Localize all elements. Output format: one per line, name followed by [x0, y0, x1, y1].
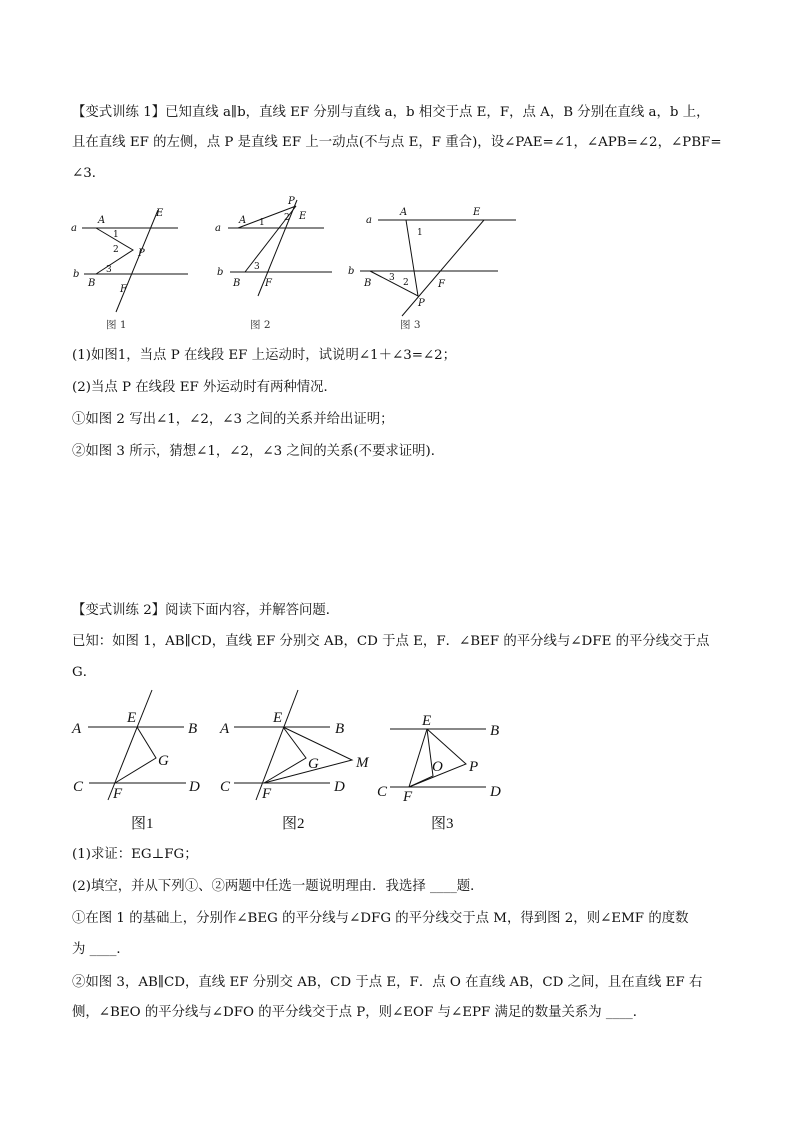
- p2fig1-label-A: A: [72, 721, 82, 737]
- fig2-label-E: E: [299, 211, 307, 222]
- problem2-question2b-line2: 侧，∠BEO 的平分线与∠DFO 的平分线交于点 P，则∠EOF 与∠EPF 满足的数量关系为 ____．: [72, 1005, 647, 1020]
- fig1-caption: 图 1: [106, 319, 127, 331]
- p2fig2-label-F: F: [262, 786, 272, 802]
- fig2-angle3: 3: [254, 262, 260, 272]
- problem2-figure2: [214, 686, 384, 836]
- problem2-question2a-line2: 为 ____．: [72, 942, 130, 957]
- p2fig1-label-E: E: [127, 710, 137, 726]
- problem2-line2: 已知：如图 1，AB∥CD，直线 EF 分别交 AB，CD 于点 E，F．∠BEF 的平分线与∠DFE 的平分线交于点: [72, 634, 710, 649]
- fig3-caption: 图 3: [400, 319, 421, 331]
- fig1-label-E: E: [156, 208, 164, 219]
- fig2-label-A: A: [239, 215, 247, 226]
- p2fig3-label-B: B: [490, 723, 500, 739]
- fig3-label-a: a: [366, 215, 372, 226]
- p2fig2-label-G: G: [308, 756, 319, 772]
- fig3-label-B: B: [364, 278, 372, 289]
- p2fig3-label-E: E: [422, 713, 432, 729]
- fig3-angle1: 1: [417, 228, 423, 238]
- fig1-label-A: A: [98, 215, 106, 226]
- p2fig2-label-A: A: [220, 721, 230, 737]
- fig2-angle1: 1: [259, 218, 265, 228]
- p2fig1-caption: 图1: [131, 816, 154, 832]
- fig2-label-b: b: [217, 267, 224, 278]
- problem2-question2b-line1: ②如图 3，AB∥CD，直线 EF 分别交 AB，CD 于点 E，F．点 O 在直线 AB，CD 之间，且在直线 EF 右: [72, 975, 703, 990]
- fig3-angle3: 3: [389, 273, 395, 283]
- p2fig3-label-F: F: [403, 789, 413, 805]
- fig1-angle3: 3: [106, 265, 112, 275]
- fig2-angle2: 2: [284, 213, 290, 223]
- problem2-question2a-line1: ①在图 1 的基础上，分别作∠BEG 的平分线与∠DFG 的平分线交于点 M，得到图 2，则∠EMF 的度数: [72, 911, 689, 926]
- p2fig2-label-C: C: [220, 779, 231, 795]
- fig3-label-F: F: [438, 279, 445, 290]
- fig3-label-E: E: [473, 207, 481, 218]
- problem2-figure3: [372, 708, 512, 836]
- p2fig3-label-C: C: [377, 784, 388, 800]
- p2fig2-label-E: E: [273, 710, 283, 726]
- problem2-figure1: [66, 686, 216, 836]
- problem1-figure2: [212, 194, 342, 338]
- p2fig2-label-M: M: [356, 755, 369, 771]
- p2fig1-label-G: G: [158, 753, 169, 769]
- problem1-question2: (2)当点 P 在线段 EF 外运动时有两种情况．: [72, 380, 337, 395]
- fig1-label-B: B: [88, 278, 96, 289]
- p2fig2-label-D: D: [334, 779, 345, 795]
- problem1-line3: ∠3．: [72, 166, 106, 181]
- p2fig3-label-P: P: [469, 759, 479, 775]
- p2fig2-caption: 图2: [282, 816, 305, 832]
- p2fig1-label-C: C: [73, 779, 84, 795]
- p2fig1-label-D: D: [189, 779, 200, 795]
- fig1-label-b: b: [73, 269, 80, 280]
- problem2-question1: (1)求证：EG⊥FG；: [72, 847, 198, 862]
- fig3-label-P: P: [418, 298, 425, 309]
- fig1-label-P: P: [138, 248, 145, 259]
- problem2-line3: G．: [72, 665, 97, 680]
- fig2-label-B: B: [233, 278, 241, 289]
- problem1-line2: 且在直线 EF 的左侧，点 P 是直线 EF 上一动点(不与点 E，F 重合)，设∠PAE=∠1，∠APB=∠2，∠PBF=: [72, 135, 722, 150]
- problem2-question2: (2)填空，并从下列①、②两题中任选一题说明理由．我选择 ____题．: [72, 879, 484, 894]
- problem2-line1: 【变式训练 2】阅读下面内容，并解答问题．: [72, 603, 340, 618]
- p2fig3-label-D: D: [490, 784, 501, 800]
- fig2-label-F: F: [265, 278, 272, 289]
- fig2-label-a: a: [215, 223, 221, 234]
- fig3-angle2: 2: [403, 278, 409, 288]
- p2fig3-label-O: O: [432, 759, 443, 775]
- problem1-question1: (1)如图1，当点 P 在线段 EF 上运动时，试说明∠1＋∠3=∠2；: [72, 348, 457, 363]
- fig2-label-P: P: [288, 196, 295, 207]
- problem1-line1: 【变式训练 1】已知直线 a∥b，直线 EF 分别与直线 a，b 相交于点 E，F，点 A，B 分别在直线 a，b 上，: [72, 105, 710, 120]
- fig3-label-A: A: [400, 207, 408, 218]
- problem1-figure3: [344, 202, 524, 338]
- fig1-label-F: F: [120, 284, 127, 295]
- p2fig1-label-F: F: [113, 786, 123, 802]
- problem1-question2a: ①如图 2 写出∠1，∠2，∠3 之间的关系并给出证明；: [72, 412, 394, 427]
- fig2-caption: 图 2: [250, 319, 271, 331]
- fig1-label-a: a: [71, 223, 77, 234]
- fig3-label-b: b: [348, 266, 355, 277]
- problem1-question2b: ②如图 3 所示，猜想∠1，∠2，∠3 之间的关系(不要求证明)．: [72, 444, 445, 459]
- p2fig2-label-B: B: [335, 721, 345, 737]
- p2fig1-label-B: B: [188, 721, 198, 737]
- fig1-angle1: 1: [113, 230, 119, 240]
- fig1-angle2: 2: [113, 245, 119, 255]
- p2fig3-caption: 图3: [431, 816, 454, 832]
- problem1-figure1: [68, 198, 198, 338]
